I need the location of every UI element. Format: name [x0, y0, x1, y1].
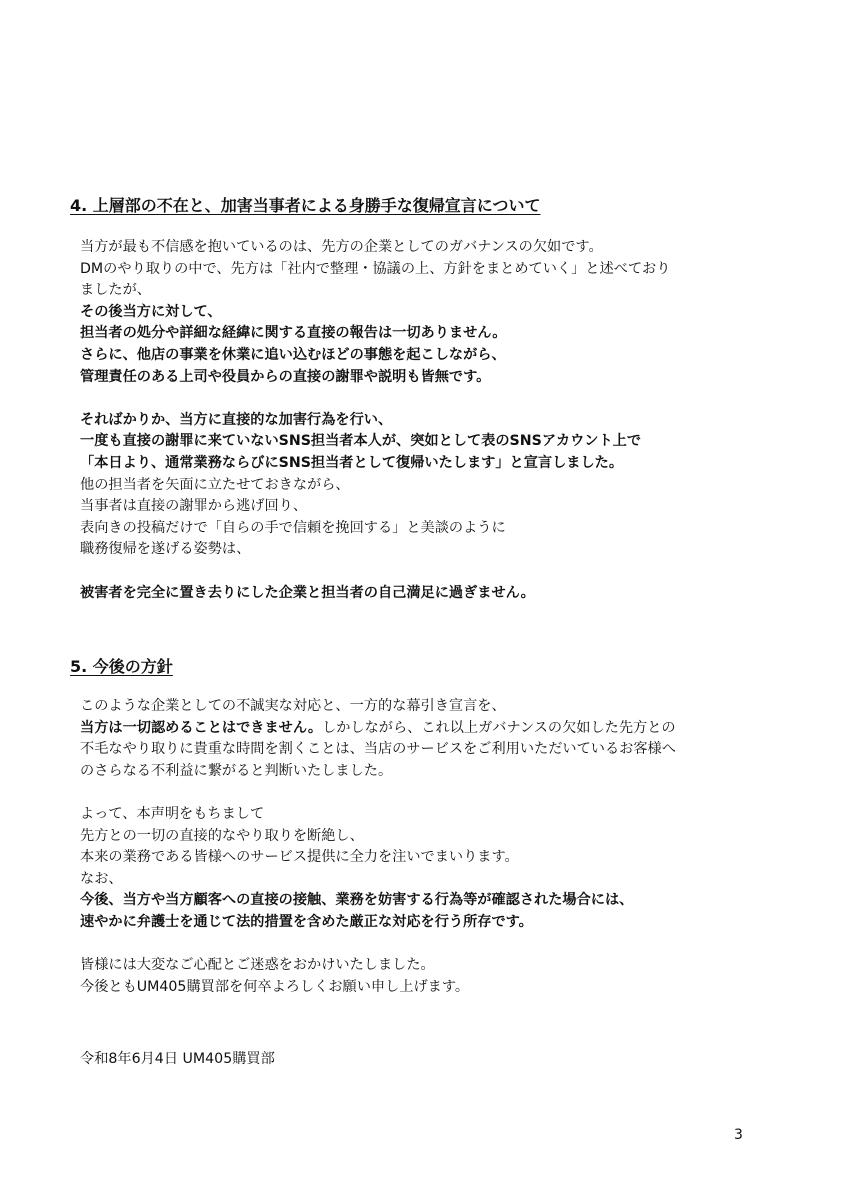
paragraph-line: よって、本声明をもちまして [80, 805, 265, 822]
paragraph-line: 今後ともUM405購買部を何卒よろしくお願い申し上げます。 [80, 978, 470, 995]
date-signature: 令和8年6月4日 UM405購買部 [80, 1051, 275, 1067]
paragraph-line: 管理責任のある上司や役員からの直接の謝罪や説明も皆無です。 [80, 368, 491, 385]
section-5-body [80, 696, 770, 998]
paragraph-line: なお、 [80, 870, 123, 887]
paragraph-line [80, 718, 770, 740]
section-4-heading: 4. 上層部の不在と、加害当事者による身勝手な復帰宣言について [70, 196, 541, 215]
paragraph-line: 「本日より、通常業務ならびにSNS担当者として復帰いたします」と宣言しました。 [80, 454, 624, 471]
paragraph-line: のさらなる不利益に繋がると判断いたしました。 [80, 762, 393, 779]
paragraph-line: 皆様には大変なご心配とご迷惑をおかけいたしました。 [80, 957, 435, 974]
paragraph-line: 職務復帰を遂げる姿勢は、 [80, 541, 251, 558]
page-number: 3 [734, 1127, 743, 1143]
paragraph-line: 表向きの投稿だけで「自らの手で信頼を挽回する」と美談のように [80, 519, 506, 536]
paragraph-line: 一度も直接の謝罪に来ていないSNS担当者本人が、突如として表のSNSアカウント上で [80, 433, 642, 450]
paragraph-text: しかしながら、これ以上ガバナンスの欠如した先方との [322, 719, 676, 736]
paragraph-line: その後当方に対して、 [80, 303, 222, 320]
section-4-body [80, 237, 770, 604]
paragraph-line: 速やかに弁護士を通じて法的措置を含めた厳正な対応を行う所存です。 [80, 913, 533, 930]
paragraph-line: 当事者は直接の謝罪から逃げ回り、 [80, 498, 308, 515]
paragraph-line: 被害者を完全に置き去りにした企業と担当者の自己満足に過ぎません。 [80, 584, 535, 601]
paragraph-line: 担当者の処分や詳細な経緯に関する直接の報告は一切ありません。 [80, 325, 507, 342]
section-5-heading: 5. 今後の方針 [70, 657, 173, 676]
paragraph-line: ましたが、 [80, 282, 151, 299]
paragraph-line: 当方が最も不信感を抱いているのは、先方の企業としてのガバナンスの欠如です。 [80, 239, 603, 255]
paragraph-line: 先方との一切の直接的なやり取りを断絶し、 [80, 827, 364, 844]
paragraph-line: 他の担当者を矢面に立たせておきながら、 [80, 476, 350, 493]
paragraph-line: DMのやり取りの中で、先方は「社内で整理・協議の上、方針をまとめていく」と述べており [80, 260, 671, 277]
paragraph-line: 今後、当方や当方顧客への直接の接触、業務を妨害する行為等が確認された場合には、 [80, 892, 634, 909]
paragraph-line: 本来の業務である皆様へのサービス提供に全力を注いでまいります。 [80, 849, 519, 866]
emphasis-text: 当方は一切認めることはできません。 [80, 719, 323, 736]
paragraph-line: そればかりか、当方に直接的な加害行為を行い、 [80, 411, 393, 428]
paragraph-line: 不毛なやり取りに貴重な時間を割くことは、当店のサービスをご利用いただいているお客様へ [80, 741, 676, 758]
paragraph-line: このような企業としての不誠実な対応と、一方的な幕引き宣言を、 [80, 698, 506, 714]
paragraph-line: さらに、他店の事業を休業に追い込むほどの事態を起こしながら、 [80, 346, 506, 363]
